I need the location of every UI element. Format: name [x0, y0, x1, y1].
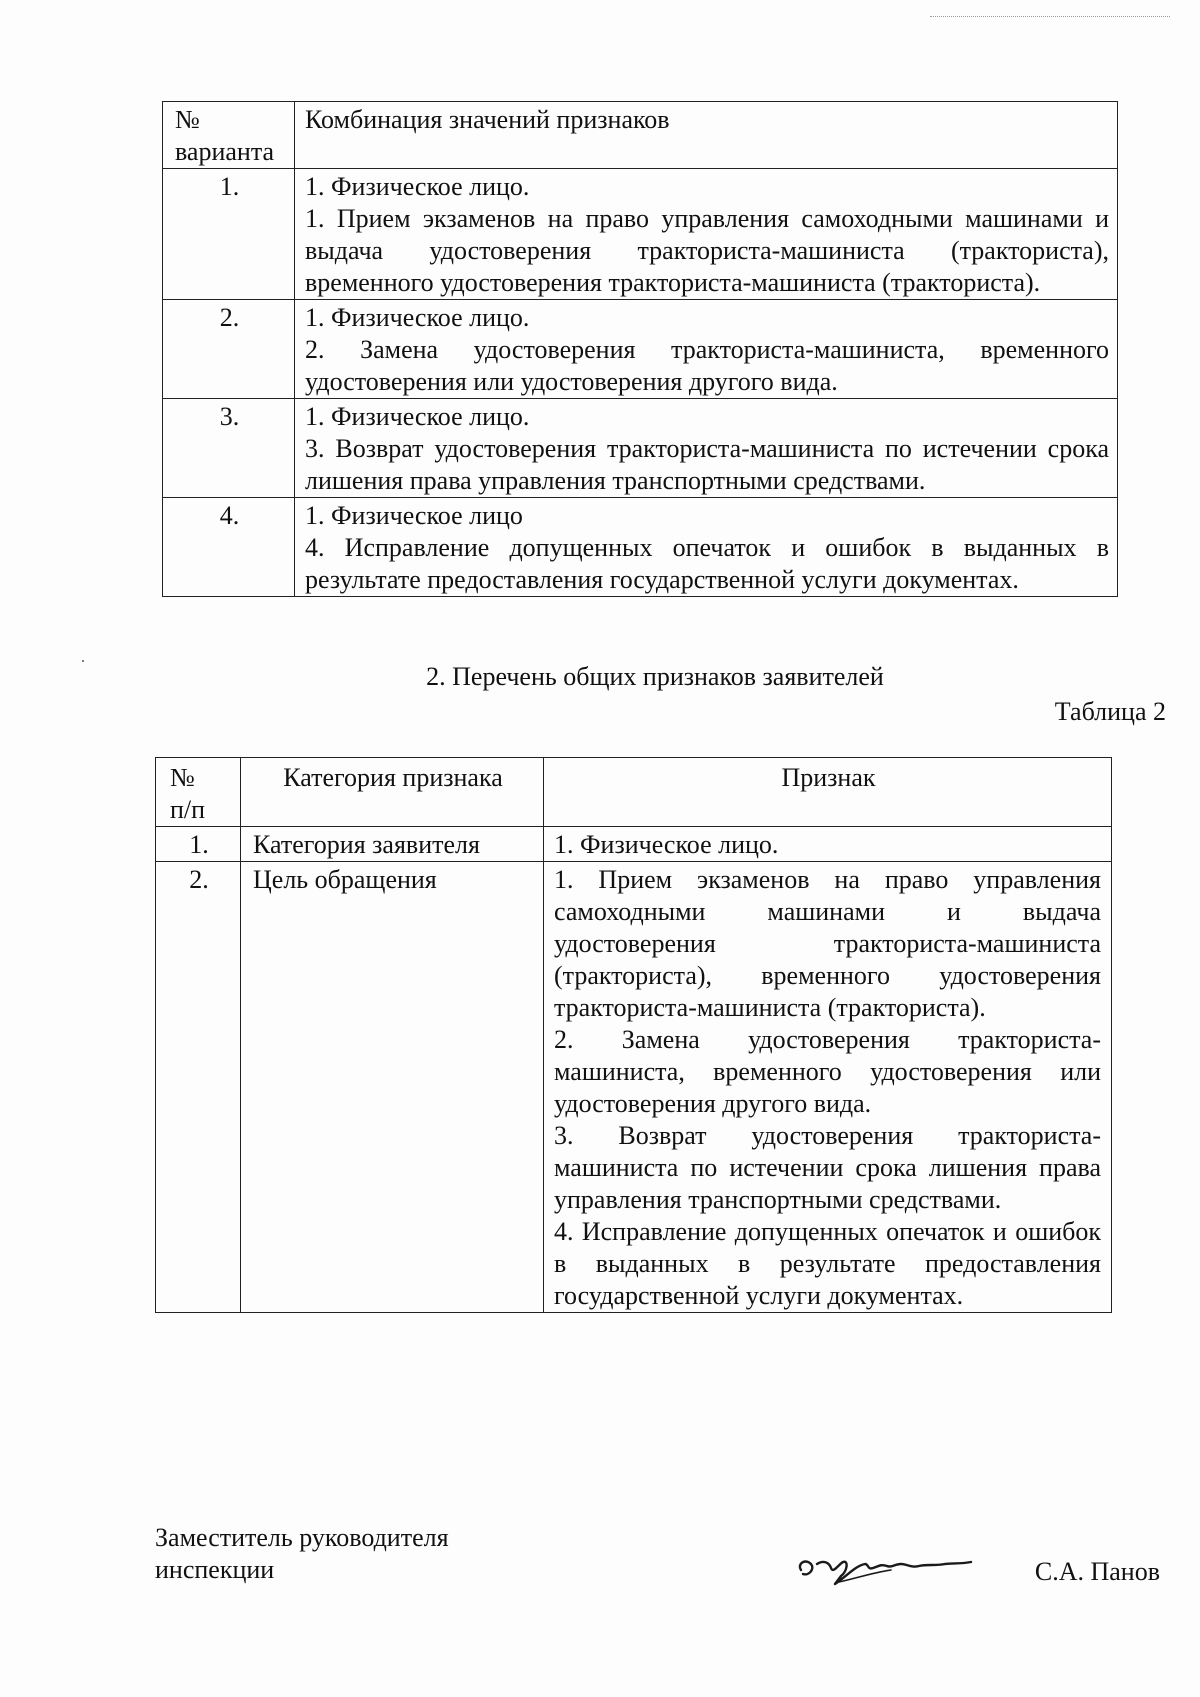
- row-number-header-line2: п/п: [170, 795, 206, 824]
- feature-line: 2. Замена удостоверения тракториста-машиниста, временного удостоверения или удостоверения другого вида.: [554, 1025, 1101, 1118]
- features-table: [155, 757, 1112, 1313]
- table-row: [163, 399, 1118, 498]
- feature-line: 4. Исправление допущенных опечаток и ошибок в выданных в результате предоставления государственной услуги документах.: [554, 1217, 1101, 1310]
- handwritten-signature: [795, 1542, 985, 1602]
- combination-header: Комбинация значений признаков: [295, 102, 1118, 169]
- variant-number-header-line1: №: [175, 105, 200, 134]
- variant-number: 2.: [163, 300, 295, 399]
- signatory-name: С.А. Панов: [1034, 1557, 1160, 1586]
- feature-values: [544, 827, 1112, 862]
- features-table-header: [156, 758, 1112, 827]
- feature-header: Признак: [544, 758, 1112, 827]
- table-row: [163, 498, 1118, 597]
- signatory-position-line1: Заместитель руководителя: [155, 1523, 449, 1552]
- variant-combination: [295, 498, 1118, 597]
- combination-line: 4. Исправление допущенных опечаток и ошибок в выданных в результате предоставления государственной услуги документах.: [305, 533, 1109, 594]
- row-number: 1.: [156, 827, 241, 862]
- row-number-header-line1: №: [170, 763, 195, 792]
- variant-combination: [295, 169, 1118, 300]
- variant-number: 3.: [163, 399, 295, 498]
- table-label: Таблица 2: [1054, 697, 1166, 726]
- combination-line: 3. Возврат удостоверения тракториста-машиниста по истечении срока лишения права управления транспортными средствами.: [305, 434, 1109, 495]
- combination-line: 2. Замена удостоверения тракториста-машиниста, временного удостоверения или удостоверения другого вида.: [305, 335, 1109, 396]
- variant-number: 4.: [163, 498, 295, 597]
- combination-line: 1. Прием экзаменов на право управления самоходными машинами и выдача удостоверения тракториста-машиниста (тракториста), временного удостоверения тракториста-машиниста (тракториста).: [305, 204, 1109, 297]
- variants-table: [162, 101, 1118, 597]
- category-header: Категория признака: [241, 758, 544, 827]
- table-row: [156, 862, 1112, 1313]
- feature-line: 1. Физическое лицо.: [554, 830, 779, 859]
- variant-combination: [295, 399, 1118, 498]
- feature-line: 3. Возврат удостоверения тракториста-машиниста по истечении срока лишения права управления транспортными средствами.: [554, 1121, 1101, 1214]
- combination-line: 1. Физическое лицо.: [305, 172, 530, 201]
- table-row: [156, 827, 1112, 862]
- variant-combination: [295, 300, 1118, 399]
- feature-category: Цель обращения: [241, 862, 544, 1313]
- combination-line: 1. Физическое лицо.: [305, 402, 530, 431]
- signatory-position-line2: инспекции: [155, 1555, 275, 1584]
- combination-line: 1. Физическое лицо: [305, 501, 523, 530]
- scan-artifact-line: [930, 16, 1170, 17]
- feature-values: [544, 862, 1112, 1313]
- table-row: [163, 300, 1118, 399]
- variants-table-header: [163, 102, 1118, 169]
- feature-category: Категория заявителя: [241, 827, 544, 862]
- table-row: [163, 169, 1118, 300]
- section-title: 2. Перечень общих признаков заявителей: [426, 662, 884, 691]
- combination-line: 1. Физическое лицо.: [305, 303, 530, 332]
- signatory-position: [155, 1522, 449, 1586]
- row-number-header: [156, 758, 241, 827]
- variant-number-header: [163, 102, 295, 169]
- variant-number-header-line2: варианта: [175, 137, 275, 166]
- feature-line: 1. Прием экзаменов на право управления самоходными машинами и выдача удостоверения тракториста-машиниста (тракториста), временного удостоверения тракториста-машиниста (тракториста).: [554, 865, 1101, 1022]
- variant-number: 1.: [163, 169, 295, 300]
- row-number: 2.: [156, 862, 241, 1313]
